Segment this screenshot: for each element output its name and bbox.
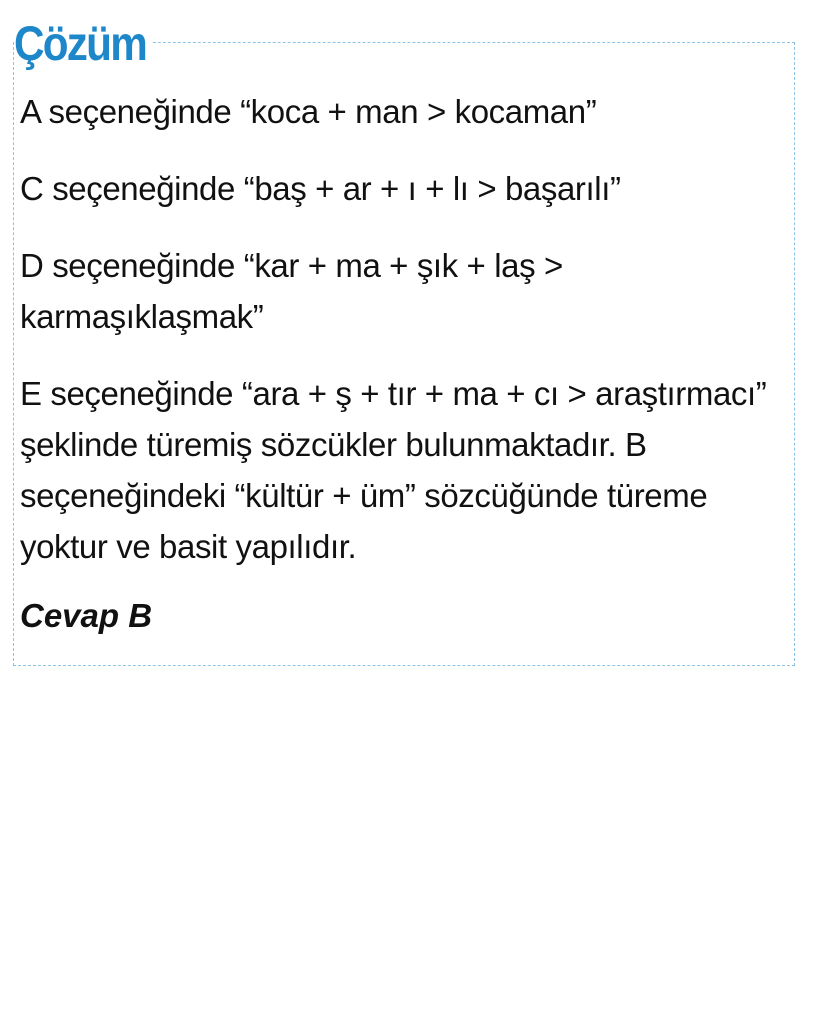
solution-paragraph-a: A seçeneğinde “koca + man > kocaman” [20, 93, 597, 130]
answer-label: Cevap B [20, 597, 153, 634]
solution-content [20, 86, 790, 636]
solution-title: Çözüm [14, 17, 151, 73]
solution-paragraph-e: E seçeneğinde “ara + ş + tır + ma + cı > araştırmacı” şeklinde türemiş sözcükler bulunmaktadır. B seçeneğindeki “kültür + üm” sözcüğünde türeme yoktur ve basit yapılıdır. [20, 375, 767, 565]
solution-paragraph-d: D seçeneğinde “kar + ma + şık + laş > karmaşıklaşmak” [20, 247, 563, 335]
solution-paragraph-c: C seçeneğinde “baş + ar + ı + lı > başarılı” [20, 170, 621, 207]
